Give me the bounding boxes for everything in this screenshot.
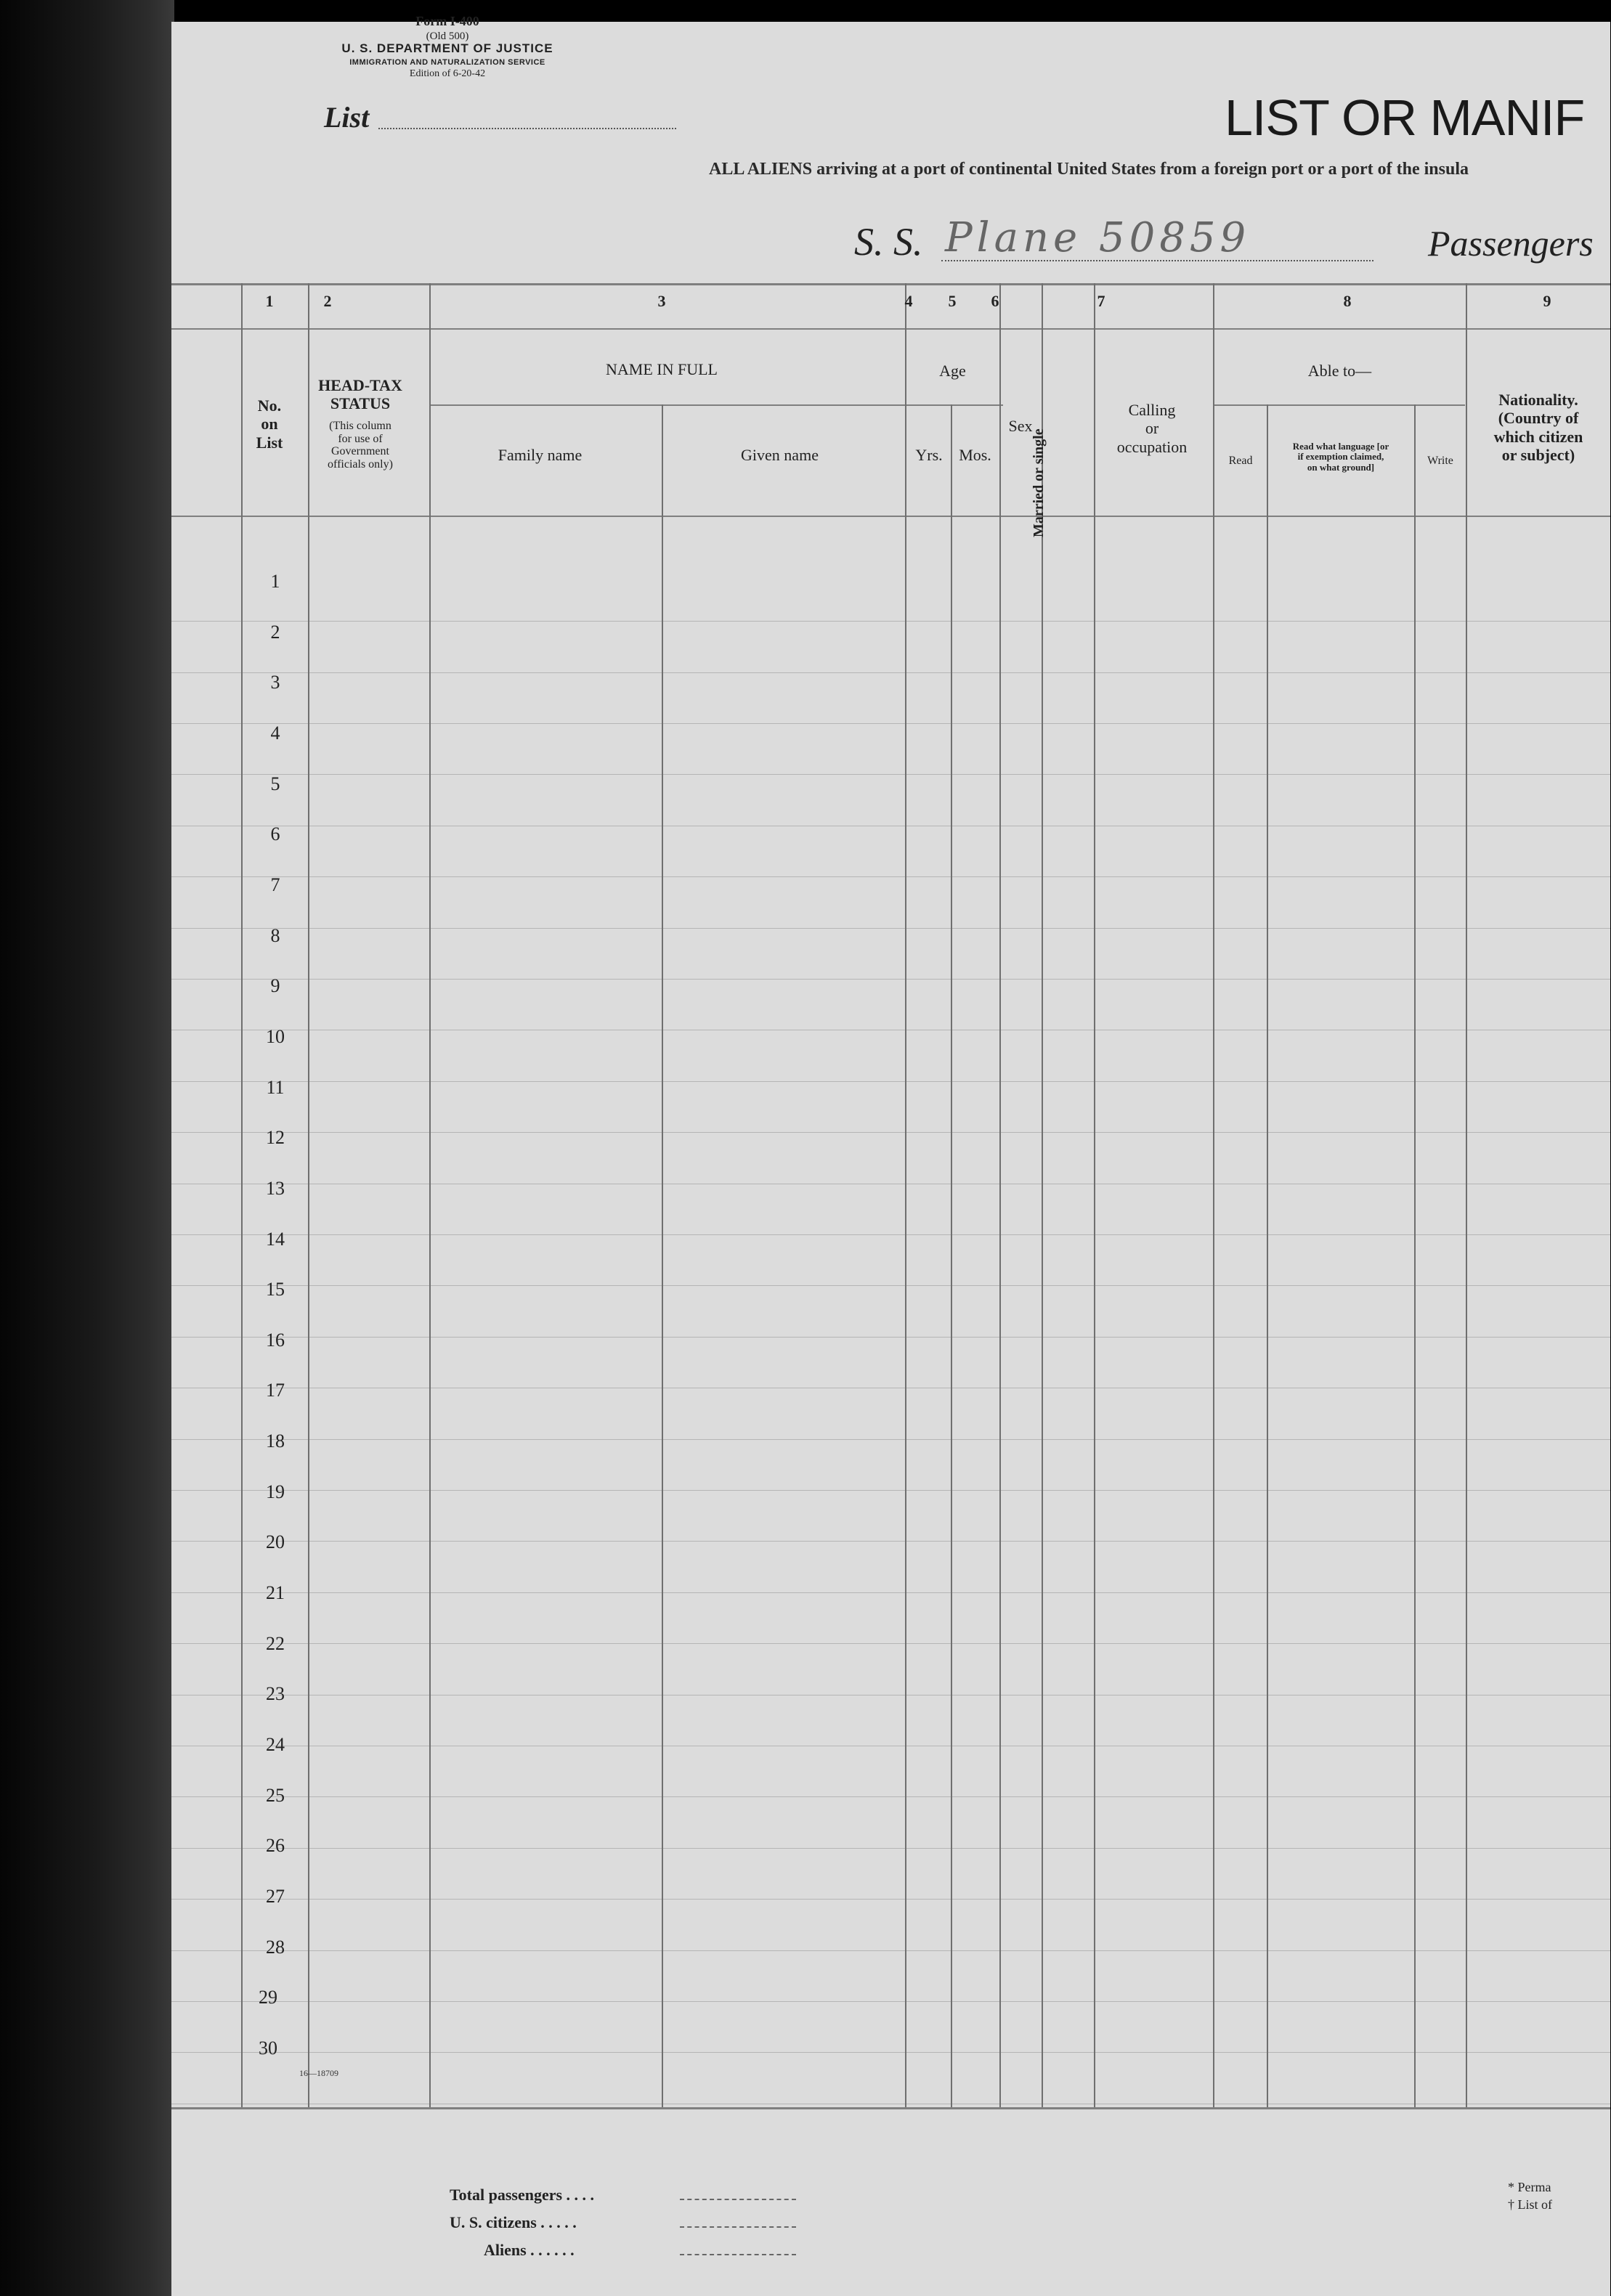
passengers-label: Passengers [1428,223,1594,264]
row-number: 2 [270,622,280,643]
total-passengers-label: Total passengers . . . . [450,2186,595,2204]
row-number: 29 [259,1987,277,2008]
row-rule [171,1643,1610,1644]
row-rule [171,979,1610,980]
row-number: 3 [270,672,280,693]
form-number: Form I-400 [415,14,479,28]
col-2-3 [429,283,431,2107]
rule-colnums [171,328,1610,330]
ss-name-field [941,260,1373,261]
page-title: LIST OR MANIF [1225,89,1585,146]
row-rule [171,1541,1610,1542]
given-name-header: Given name [741,446,819,464]
colnum-1: 1 [265,292,274,310]
age-mos-header: Mos. [959,446,991,464]
read-header: Read [1228,455,1253,467]
col-3a-3b [662,404,663,2107]
col-3-4 [905,283,906,2107]
footnote-list: † List of [1508,2197,1552,2212]
colnum-7: 7 [1097,292,1105,310]
service-name: IMMIGRATION AND NATURALIZATION SERVICE [349,58,545,67]
married-or-single-header: Married or single [1031,428,1047,537]
row-number: 25 [266,1785,285,1806]
no-on-list-header: No. on List [256,396,283,452]
row-rule [171,2001,1610,2002]
total-passengers-field [680,2199,796,2200]
colnum-4: 4 [904,292,913,310]
colnum-5: 5 [948,292,957,310]
row-number: 10 [266,1026,285,1047]
row-rule [171,723,1610,724]
row-number: 28 [266,1937,285,1958]
row-number: 7 [270,874,280,895]
col-4a-4b [951,404,952,2107]
row-number: 1 [270,571,280,592]
row-number: 24 [266,1734,285,1755]
rule-able-sub [1214,404,1465,406]
rule-top [171,283,1610,285]
row-rule [171,1592,1610,1593]
manifest-form [171,14,1610,2296]
row-rule [171,2052,1610,2053]
row-number: 14 [266,1229,285,1250]
row-number: 30 [259,2038,277,2059]
row-rule [171,774,1610,775]
list-number-field [378,128,676,129]
col-left [241,283,243,2107]
sex-header: Sex [1008,417,1033,435]
write-header: Write [1427,455,1453,467]
ss-label: S. S. [854,220,923,264]
row-rule [171,1796,1610,1797]
form-old-number: (Old 500) [426,30,469,42]
row-number: 19 [266,1481,285,1502]
print-code: 16—18709 [299,2068,338,2078]
age-yrs-header: Yrs. [915,446,943,464]
page-subtitle: ALL ALIENS arriving at a port of continental United States from a foreign port or a port of the insula [709,160,1469,179]
row-rule [171,1081,1610,1082]
row-number: 11 [266,1077,285,1098]
ss-name-handwritten: Plane 50859 [945,214,1251,261]
row-number: 4 [270,722,280,744]
aliens-field [680,2254,796,2255]
col-6-7 [1094,283,1095,2107]
list-label: List [324,101,370,134]
row-number: 16 [266,1330,285,1351]
row-number: 26 [266,1835,285,1856]
colnum-2: 2 [323,292,332,310]
colnum-8: 8 [1343,292,1352,310]
row-number: 12 [266,1127,285,1148]
department-name: U. S. DEPARTMENT OF JUSTICE [341,41,553,55]
name-in-full-header: NAME IN FULL [606,360,718,378]
us-citizens-field [680,2226,796,2228]
col-8-9 [1466,283,1467,2107]
row-number: 5 [270,773,280,794]
row-rule [171,1490,1610,1491]
row-rule [171,672,1610,673]
rule-table-bottom [171,2107,1610,2109]
able-to-header: Able to— [1307,362,1372,380]
row-rule [171,876,1610,877]
row-rule [171,1899,1610,1900]
row-number: 21 [266,1582,285,1603]
row-rule [171,1285,1610,1286]
age-header: Age [939,362,966,380]
row-number: 9 [270,975,280,996]
scan-dark-margin [0,0,174,2296]
row-number: 15 [266,1279,285,1300]
colnum-9: 9 [1543,292,1551,310]
row-rule [171,1950,1610,1951]
row-number: 20 [266,1531,285,1552]
family-name-header: Family name [498,446,583,464]
row-rule [171,928,1610,929]
col-4-5 [999,283,1001,2107]
read-what-language-header: Read what language [or if exemption claimed, on what ground] [1292,441,1389,473]
row-rule [171,1848,1610,1849]
row-rule [171,1337,1610,1338]
row-number: 18 [266,1430,285,1452]
colnum-3: 3 [657,292,666,310]
head-tax-note: (This column for use of Government officials only) [328,420,393,471]
row-number: 6 [270,823,280,844]
rule-header-bottom [171,516,1610,517]
row-rule [171,1234,1610,1235]
us-citizens-label: U. S. citizens . . . . . [450,2213,577,2231]
row-number: 22 [266,1633,285,1654]
col-1-2 [308,283,309,2107]
row-rule [171,1439,1610,1440]
calling-header: Calling or occupation [1116,401,1188,456]
aliens-label: Aliens . . . . . . [484,2241,575,2259]
row-rule [171,1132,1610,1133]
row-number: 27 [266,1886,285,1907]
nationality-header: Nationality. (Country of which citizen or subject) [1493,391,1583,464]
row-number: 13 [266,1178,285,1199]
row-number: 17 [266,1380,285,1401]
head-tax-header: HEAD-TAX STATUS [318,376,402,413]
col-7-8 [1213,283,1214,2107]
row-number: 23 [266,1683,285,1704]
footnote-permanent: * Perma [1508,2180,1551,2194]
edition-date: Edition of 6-20-42 [409,68,486,79]
row-number: 8 [270,925,280,946]
col-8a-8b [1267,404,1268,2107]
row-rule [171,621,1610,622]
col-8b-8c [1414,404,1416,2107]
colnum-6: 6 [991,292,999,310]
rule-name-sub [429,404,1003,406]
col-5-6 [1042,283,1043,2107]
